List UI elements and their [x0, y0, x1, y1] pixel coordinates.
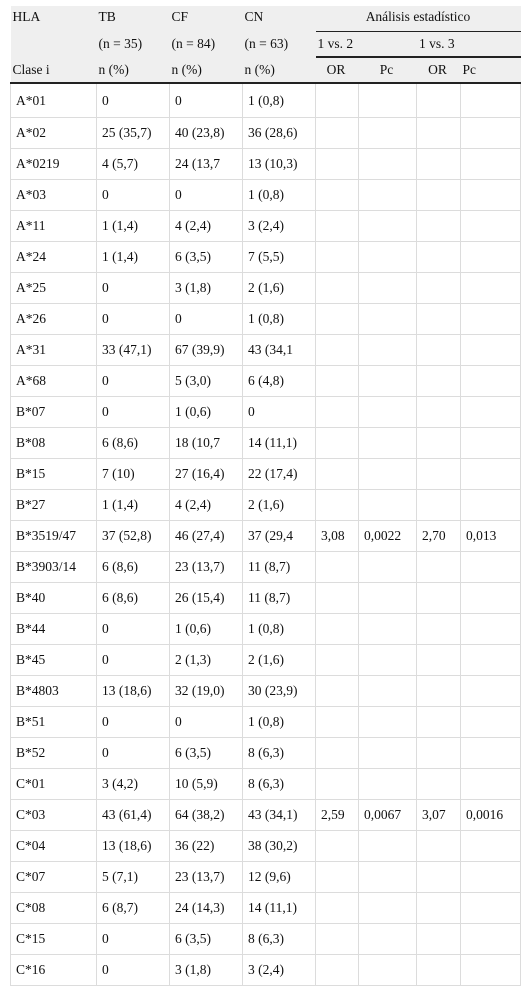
header-blank [11, 32, 97, 58]
cell-pc-1-vs-2 [359, 366, 417, 397]
table-row [11, 428, 521, 459]
cell-or-1-vs-2 [316, 955, 359, 986]
cell-pc-1-vs-3 [461, 583, 521, 614]
cell-allele: C*03 [11, 800, 97, 831]
cell-pc-1-vs-2 [359, 459, 417, 490]
cell-or-1-vs-2 [316, 831, 359, 862]
cell-pc-1-vs-3 [461, 955, 521, 986]
cell-or-1-vs-2: 2,59 [316, 800, 359, 831]
cell-pc-1-vs-2 [359, 955, 417, 986]
cell-cf: 0 [170, 180, 243, 211]
cell-pc-1-vs-3 [461, 335, 521, 366]
cell-cn: 1 (0,8) [243, 707, 316, 738]
cell-or-1-vs-2 [316, 893, 359, 924]
header-or-1-vs-3: OR [417, 57, 461, 83]
table-row [11, 831, 521, 862]
cell-cf: 24 (13,7 [170, 149, 243, 180]
cell-or-1-vs-2 [316, 769, 359, 800]
cell-tb: 6 (8,6) [97, 552, 170, 583]
cell-tb: 1 (1,4) [97, 211, 170, 242]
cell-allele: B*3903/14 [11, 552, 97, 583]
cell-or-1-vs-2 [316, 490, 359, 521]
cell-pc-1-vs-3 [461, 893, 521, 924]
cell-cf: 18 (10,7 [170, 428, 243, 459]
cell-pc-1-vs-2 [359, 83, 417, 118]
cell-allele: B*27 [11, 490, 97, 521]
cell-or-1-vs-3 [417, 583, 461, 614]
cell-tb: 0 [97, 366, 170, 397]
cell-pc-1-vs-3 [461, 428, 521, 459]
cell-pc-1-vs-3 [461, 862, 521, 893]
cell-pc-1-vs-3 [461, 304, 521, 335]
cell-or-1-vs-3 [417, 831, 461, 862]
cell-allele: A*24 [11, 242, 97, 273]
cell-tb: 37 (52,8) [97, 521, 170, 552]
cell-or-1-vs-2 [316, 676, 359, 707]
table-header [11, 6, 521, 83]
cell-cn: 7 (5,5) [243, 242, 316, 273]
table-row [11, 242, 521, 273]
cell-cn: 2 (1,6) [243, 645, 316, 676]
cell-cn: 43 (34,1 [243, 335, 316, 366]
cell-pc-1-vs-3 [461, 676, 521, 707]
cell-or-1-vs-3 [417, 366, 461, 397]
cell-pc-1-vs-2 [359, 645, 417, 676]
cell-pc-1-vs-2 [359, 769, 417, 800]
cell-or-1-vs-3 [417, 614, 461, 645]
cell-or-1-vs-2 [316, 397, 359, 428]
cell-allele: A*31 [11, 335, 97, 366]
table-row [11, 304, 521, 335]
cell-or-1-vs-2 [316, 614, 359, 645]
table-row [11, 211, 521, 242]
cell-tb: 0 [97, 924, 170, 955]
table-row [11, 924, 521, 955]
cell-pc-1-vs-2 [359, 242, 417, 273]
table-row [11, 862, 521, 893]
cell-allele: B*52 [11, 738, 97, 769]
cell-cf: 0 [170, 304, 243, 335]
table-row [11, 645, 521, 676]
table-row [11, 180, 521, 211]
table-row [11, 614, 521, 645]
cell-allele: B*45 [11, 645, 97, 676]
cell-tb: 0 [97, 614, 170, 645]
cell-allele: A*0219 [11, 149, 97, 180]
table-row [11, 583, 521, 614]
cell-allele: B*3519/47 [11, 521, 97, 552]
cell-pc-1-vs-3 [461, 614, 521, 645]
header-cn-pct: n (%) [243, 57, 316, 83]
cell-cn: 1 (0,8) [243, 180, 316, 211]
cell-allele: A*25 [11, 273, 97, 304]
cell-cn: 13 (10,3) [243, 149, 316, 180]
header-or-1-vs-2: OR [316, 57, 359, 83]
cell-or-1-vs-3 [417, 428, 461, 459]
cell-cn: 8 (6,3) [243, 769, 316, 800]
cell-pc-1-vs-2 [359, 583, 417, 614]
cell-or-1-vs-2 [316, 428, 359, 459]
cell-cn: 8 (6,3) [243, 738, 316, 769]
cell-tb: 13 (18,6) [97, 831, 170, 862]
cell-pc-1-vs-2 [359, 118, 417, 149]
cell-cf: 2 (1,3) [170, 645, 243, 676]
cell-or-1-vs-3 [417, 738, 461, 769]
cell-cn: 1 (0,8) [243, 304, 316, 335]
cell-pc-1-vs-2 [359, 273, 417, 304]
table-row [11, 397, 521, 428]
header-class-i: Clase i [11, 57, 97, 83]
cell-cn: 3 (2,4) [243, 211, 316, 242]
cell-cf: 3 (1,8) [170, 955, 243, 986]
cell-pc-1-vs-2: 0,0022 [359, 521, 417, 552]
cell-pc-1-vs-3 [461, 552, 521, 583]
cell-or-1-vs-3 [417, 769, 461, 800]
cell-cf: 23 (13,7) [170, 862, 243, 893]
cell-cf: 24 (14,3) [170, 893, 243, 924]
cell-pc-1-vs-3 [461, 273, 521, 304]
cell-pc-1-vs-2 [359, 676, 417, 707]
table-row [11, 83, 521, 118]
cell-or-1-vs-2 [316, 552, 359, 583]
cell-tb: 0 [97, 707, 170, 738]
cell-pc-1-vs-2 [359, 831, 417, 862]
cell-cn: 43 (34,1) [243, 800, 316, 831]
cell-cn: 22 (17,4) [243, 459, 316, 490]
cell-or-1-vs-3 [417, 83, 461, 118]
cell-or-1-vs-2 [316, 118, 359, 149]
header-tb: TB [97, 6, 170, 32]
cell-or-1-vs-2 [316, 304, 359, 335]
cell-cn: 0 [243, 397, 316, 428]
cell-pc-1-vs-3: 0,013 [461, 521, 521, 552]
header-statistical-analysis: Análisis estadístico [316, 6, 521, 32]
cell-or-1-vs-3: 2,70 [417, 521, 461, 552]
cell-allele: A*02 [11, 118, 97, 149]
cell-or-1-vs-2 [316, 242, 359, 273]
cell-tb: 6 (8,6) [97, 583, 170, 614]
table-row [11, 149, 521, 180]
cell-or-1-vs-3 [417, 552, 461, 583]
cell-pc-1-vs-2 [359, 490, 417, 521]
cell-cf: 1 (0,6) [170, 397, 243, 428]
cell-tb: 25 (35,7) [97, 118, 170, 149]
cell-pc-1-vs-2 [359, 552, 417, 583]
cell-cf: 4 (2,4) [170, 490, 243, 521]
cell-cf: 32 (19,0) [170, 676, 243, 707]
table-row [11, 769, 521, 800]
cell-tb: 0 [97, 304, 170, 335]
cell-or-1-vs-2 [316, 335, 359, 366]
table-row [11, 676, 521, 707]
cell-cn: 30 (23,9) [243, 676, 316, 707]
cell-tb: 1 (1,4) [97, 242, 170, 273]
cell-allele: C*15 [11, 924, 97, 955]
cell-cn: 11 (8,7) [243, 583, 316, 614]
cell-or-1-vs-2 [316, 583, 359, 614]
header-cn: CN [243, 6, 316, 32]
cell-cf: 1 (0,6) [170, 614, 243, 645]
cell-or-1-vs-3 [417, 459, 461, 490]
cell-or-1-vs-3 [417, 924, 461, 955]
cell-or-1-vs-3 [417, 490, 461, 521]
table-row [11, 459, 521, 490]
cell-allele: C*16 [11, 955, 97, 986]
cell-allele: A*01 [11, 83, 97, 118]
cell-pc-1-vs-2 [359, 428, 417, 459]
cell-tb: 7 (10) [97, 459, 170, 490]
cell-cf: 6 (3,5) [170, 242, 243, 273]
cell-cn: 8 (6,3) [243, 924, 316, 955]
header-pc-1-vs-3: Pc [461, 57, 521, 83]
cell-pc-1-vs-3 [461, 490, 521, 521]
cell-or-1-vs-3 [417, 707, 461, 738]
cell-pc-1-vs-3 [461, 180, 521, 211]
cell-cf: 3 (1,8) [170, 273, 243, 304]
header-cf-pct: n (%) [170, 57, 243, 83]
cell-cf: 10 (5,9) [170, 769, 243, 800]
cell-or-1-vs-2 [316, 862, 359, 893]
cell-cn: 14 (11,1) [243, 428, 316, 459]
cell-tb: 0 [97, 955, 170, 986]
cell-tb: 4 (5,7) [97, 149, 170, 180]
header-cf: CF [170, 6, 243, 32]
cell-allele: C*08 [11, 893, 97, 924]
cell-pc-1-vs-2 [359, 893, 417, 924]
cell-pc-1-vs-3 [461, 366, 521, 397]
header-comparison-1-vs-3: 1 vs. 3 [417, 32, 521, 58]
cell-pc-1-vs-3 [461, 83, 521, 118]
cell-or-1-vs-2 [316, 924, 359, 955]
cell-cf: 64 (38,2) [170, 800, 243, 831]
header-hla: HLA [11, 6, 97, 32]
cell-or-1-vs-2 [316, 149, 359, 180]
cell-cn: 3 (2,4) [243, 955, 316, 986]
cell-tb: 33 (47,1) [97, 335, 170, 366]
cell-pc-1-vs-3 [461, 831, 521, 862]
table-row [11, 738, 521, 769]
cell-allele: A*26 [11, 304, 97, 335]
table-row [11, 552, 521, 583]
table-row [11, 955, 521, 986]
cell-pc-1-vs-2 [359, 614, 417, 645]
header-cf-n: (n = 84) [170, 32, 243, 58]
table-row [11, 490, 521, 521]
cell-or-1-vs-2 [316, 366, 359, 397]
cell-pc-1-vs-3 [461, 769, 521, 800]
cell-or-1-vs-2 [316, 180, 359, 211]
cell-tb: 13 (18,6) [97, 676, 170, 707]
cell-cn: 37 (29,4 [243, 521, 316, 552]
cell-pc-1-vs-2 [359, 180, 417, 211]
header-cn-n: (n = 63) [243, 32, 316, 58]
cell-tb: 5 (7,1) [97, 862, 170, 893]
cell-pc-1-vs-2 [359, 924, 417, 955]
cell-cf: 26 (15,4) [170, 583, 243, 614]
cell-or-1-vs-3 [417, 273, 461, 304]
cell-pc-1-vs-2 [359, 397, 417, 428]
header-comparison-1-vs-2: 1 vs. 2 [316, 32, 417, 58]
cell-cn: 14 (11,1) [243, 893, 316, 924]
cell-tb: 0 [97, 738, 170, 769]
cell-or-1-vs-2 [316, 707, 359, 738]
cell-allele: A*11 [11, 211, 97, 242]
table-body [11, 83, 521, 986]
cell-or-1-vs-3 [417, 118, 461, 149]
cell-cf: 4 (2,4) [170, 211, 243, 242]
cell-pc-1-vs-3: 0,0016 [461, 800, 521, 831]
cell-tb: 6 (8,7) [97, 893, 170, 924]
cell-cn: 12 (9,6) [243, 862, 316, 893]
cell-cf: 40 (23,8) [170, 118, 243, 149]
cell-or-1-vs-3: 3,07 [417, 800, 461, 831]
cell-pc-1-vs-2 [359, 211, 417, 242]
cell-allele: C*07 [11, 862, 97, 893]
cell-cn: 1 (0,8) [243, 83, 316, 118]
table-row [11, 707, 521, 738]
cell-tb: 0 [97, 645, 170, 676]
cell-allele: B*40 [11, 583, 97, 614]
header-pc-1-vs-2: Pc [359, 57, 417, 83]
table-row [11, 273, 521, 304]
cell-or-1-vs-3 [417, 180, 461, 211]
cell-pc-1-vs-2 [359, 738, 417, 769]
cell-cn: 6 (4,8) [243, 366, 316, 397]
cell-allele: B*15 [11, 459, 97, 490]
cell-tb: 1 (1,4) [97, 490, 170, 521]
cell-or-1-vs-2 [316, 645, 359, 676]
cell-cn: 38 (30,2) [243, 831, 316, 862]
cell-allele: C*01 [11, 769, 97, 800]
cell-or-1-vs-2 [316, 738, 359, 769]
cell-cf: 6 (3,5) [170, 924, 243, 955]
cell-pc-1-vs-3 [461, 738, 521, 769]
cell-pc-1-vs-3 [461, 211, 521, 242]
cell-cn: 11 (8,7) [243, 552, 316, 583]
cell-pc-1-vs-3 [461, 397, 521, 428]
cell-cf: 36 (22) [170, 831, 243, 862]
cell-cf: 67 (39,9) [170, 335, 243, 366]
cell-or-1-vs-2 [316, 83, 359, 118]
cell-allele: A*68 [11, 366, 97, 397]
cell-tb: 0 [97, 83, 170, 118]
cell-pc-1-vs-3 [461, 707, 521, 738]
cell-cf: 0 [170, 83, 243, 118]
cell-or-1-vs-3 [417, 335, 461, 366]
cell-or-1-vs-3 [417, 862, 461, 893]
hla-frequency-table [10, 6, 521, 986]
table-row [11, 521, 521, 552]
cell-cn: 36 (28,6) [243, 118, 316, 149]
cell-cf: 5 (3,0) [170, 366, 243, 397]
cell-cn: 2 (1,6) [243, 273, 316, 304]
cell-cf: 27 (16,4) [170, 459, 243, 490]
cell-pc-1-vs-3 [461, 459, 521, 490]
cell-or-1-vs-3 [417, 304, 461, 335]
cell-or-1-vs-2 [316, 211, 359, 242]
header-tb-pct: n (%) [97, 57, 170, 83]
table-row [11, 335, 521, 366]
cell-or-1-vs-2 [316, 459, 359, 490]
cell-allele: A*03 [11, 180, 97, 211]
cell-allele: C*04 [11, 831, 97, 862]
cell-allele: B*08 [11, 428, 97, 459]
cell-pc-1-vs-2 [359, 707, 417, 738]
cell-cf: 46 (27,4) [170, 521, 243, 552]
cell-or-1-vs-3 [417, 149, 461, 180]
cell-or-1-vs-3 [417, 676, 461, 707]
table-row [11, 800, 521, 831]
cell-tb: 0 [97, 397, 170, 428]
header-tb-n: (n = 35) [97, 32, 170, 58]
cell-or-1-vs-3 [417, 893, 461, 924]
cell-or-1-vs-3 [417, 242, 461, 273]
cell-or-1-vs-3 [417, 397, 461, 428]
cell-cf: 6 (3,5) [170, 738, 243, 769]
cell-or-1-vs-3 [417, 645, 461, 676]
cell-tb: 43 (61,4) [97, 800, 170, 831]
table-row [11, 366, 521, 397]
cell-tb: 3 (4,2) [97, 769, 170, 800]
cell-cn: 1 (0,8) [243, 614, 316, 645]
cell-tb: 6 (8,6) [97, 428, 170, 459]
table-row [11, 118, 521, 149]
cell-pc-1-vs-2 [359, 149, 417, 180]
cell-tb: 0 [97, 180, 170, 211]
cell-pc-1-vs-2 [359, 862, 417, 893]
cell-pc-1-vs-2 [359, 335, 417, 366]
cell-tb: 0 [97, 273, 170, 304]
cell-allele: B*51 [11, 707, 97, 738]
cell-pc-1-vs-3 [461, 242, 521, 273]
cell-or-1-vs-2 [316, 273, 359, 304]
cell-pc-1-vs-2: 0,0067 [359, 800, 417, 831]
cell-or-1-vs-3 [417, 955, 461, 986]
cell-cn: 2 (1,6) [243, 490, 316, 521]
cell-allele: B*07 [11, 397, 97, 428]
cell-pc-1-vs-3 [461, 118, 521, 149]
cell-or-1-vs-2: 3,08 [316, 521, 359, 552]
cell-pc-1-vs-3 [461, 924, 521, 955]
cell-pc-1-vs-3 [461, 149, 521, 180]
cell-allele: B*4803 [11, 676, 97, 707]
table-row [11, 893, 521, 924]
cell-cf: 23 (13,7) [170, 552, 243, 583]
cell-or-1-vs-3 [417, 211, 461, 242]
cell-pc-1-vs-2 [359, 304, 417, 335]
cell-allele: B*44 [11, 614, 97, 645]
cell-pc-1-vs-3 [461, 645, 521, 676]
cell-cf: 0 [170, 707, 243, 738]
